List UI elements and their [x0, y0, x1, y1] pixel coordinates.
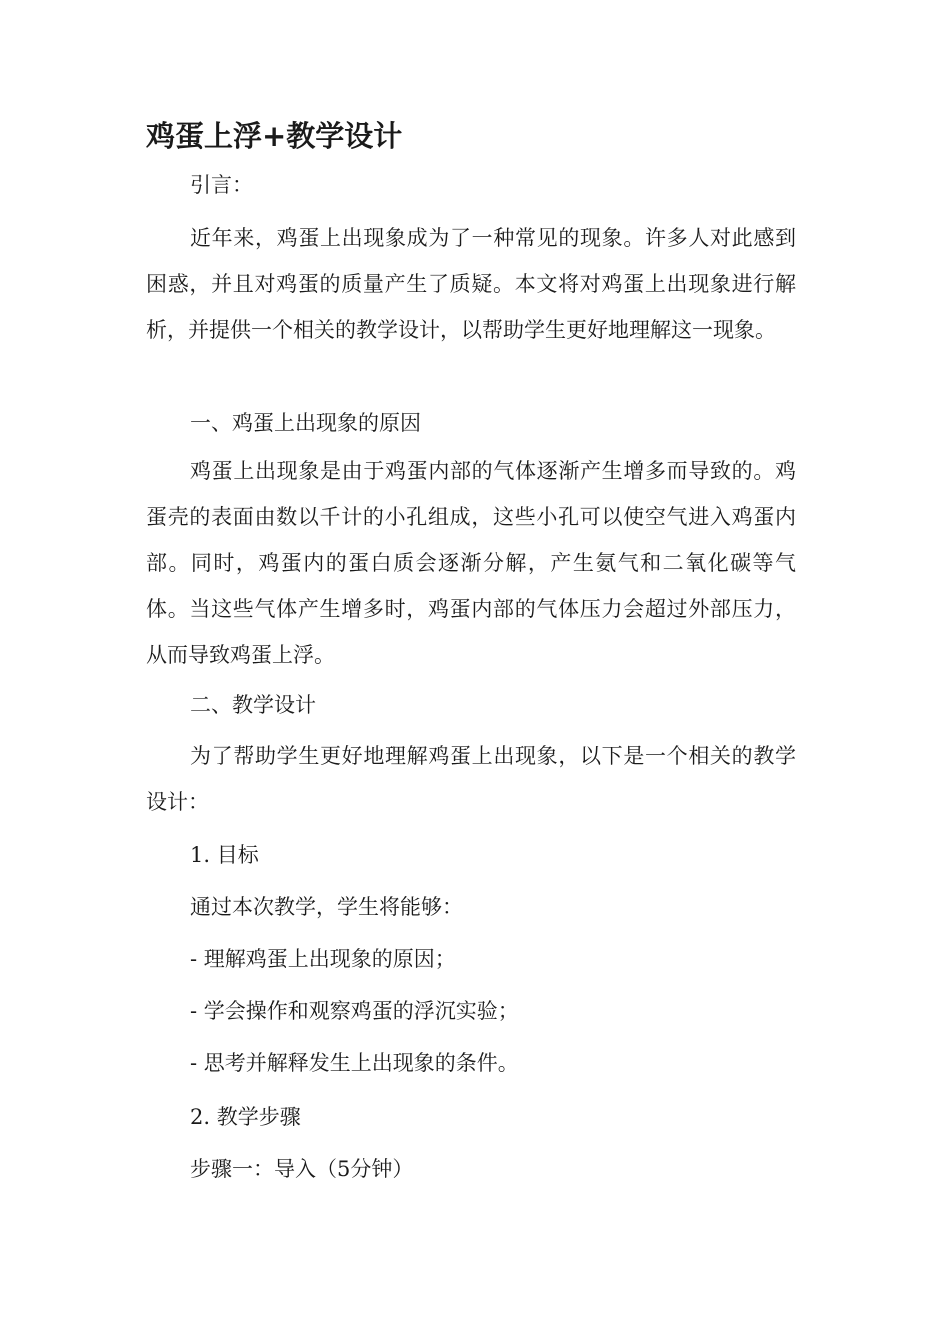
goal-item: - 学会操作和观察鸡蛋的浮沉实验； [190, 999, 519, 1023]
step-1: 步骤一：导入（5分钟） [190, 1157, 414, 1181]
section1-heading: 一、鸡蛋上出现象的原因 [190, 411, 421, 435]
section2-heading: 二、教学设计 [190, 693, 316, 717]
goal-item: - 理解鸡蛋上出现象的原因； [190, 947, 456, 971]
intro-paragraph: 近年来，鸡蛋上出现象成为了一种常见的现象。许多人对此感到困惑，并且对鸡蛋的质量产生了质疑。本文将对鸡蛋上出现象进行解析，并提供一个相关的教学设计，以帮助学生更好地理解这一现象。 [146, 226, 796, 342]
section2-paragraph: 为了帮助学生更好地理解鸡蛋上出现象，以下是一个相关的教学设计： [146, 744, 796, 814]
goal-heading: 1. 目标 [190, 843, 259, 867]
steps-heading: 2. 教学步骤 [190, 1105, 301, 1129]
document-title: 鸡蛋上浮+教学设计 [146, 119, 403, 153]
section1-paragraph: 鸡蛋上出现象是由于鸡蛋内部的气体逐渐产生增多而导致的。鸡蛋壳的表面由数以千计的小孔组成，这些小孔可以使空气进入鸡蛋内部。同时，鸡蛋内的蛋白质会逐渐分解，产生氨气和二氧化碳等气体。当这些气体产生增多时，鸡蛋内部的气体压力会超过外部压力，从而导致鸡蛋上浮。 [146, 459, 796, 667]
goal-item: - 思考并解释发生上出现象的条件。 [190, 1051, 519, 1075]
goal-intro: 通过本次教学，学生将能够： [190, 895, 463, 919]
intro-label: 引言： [190, 173, 253, 197]
